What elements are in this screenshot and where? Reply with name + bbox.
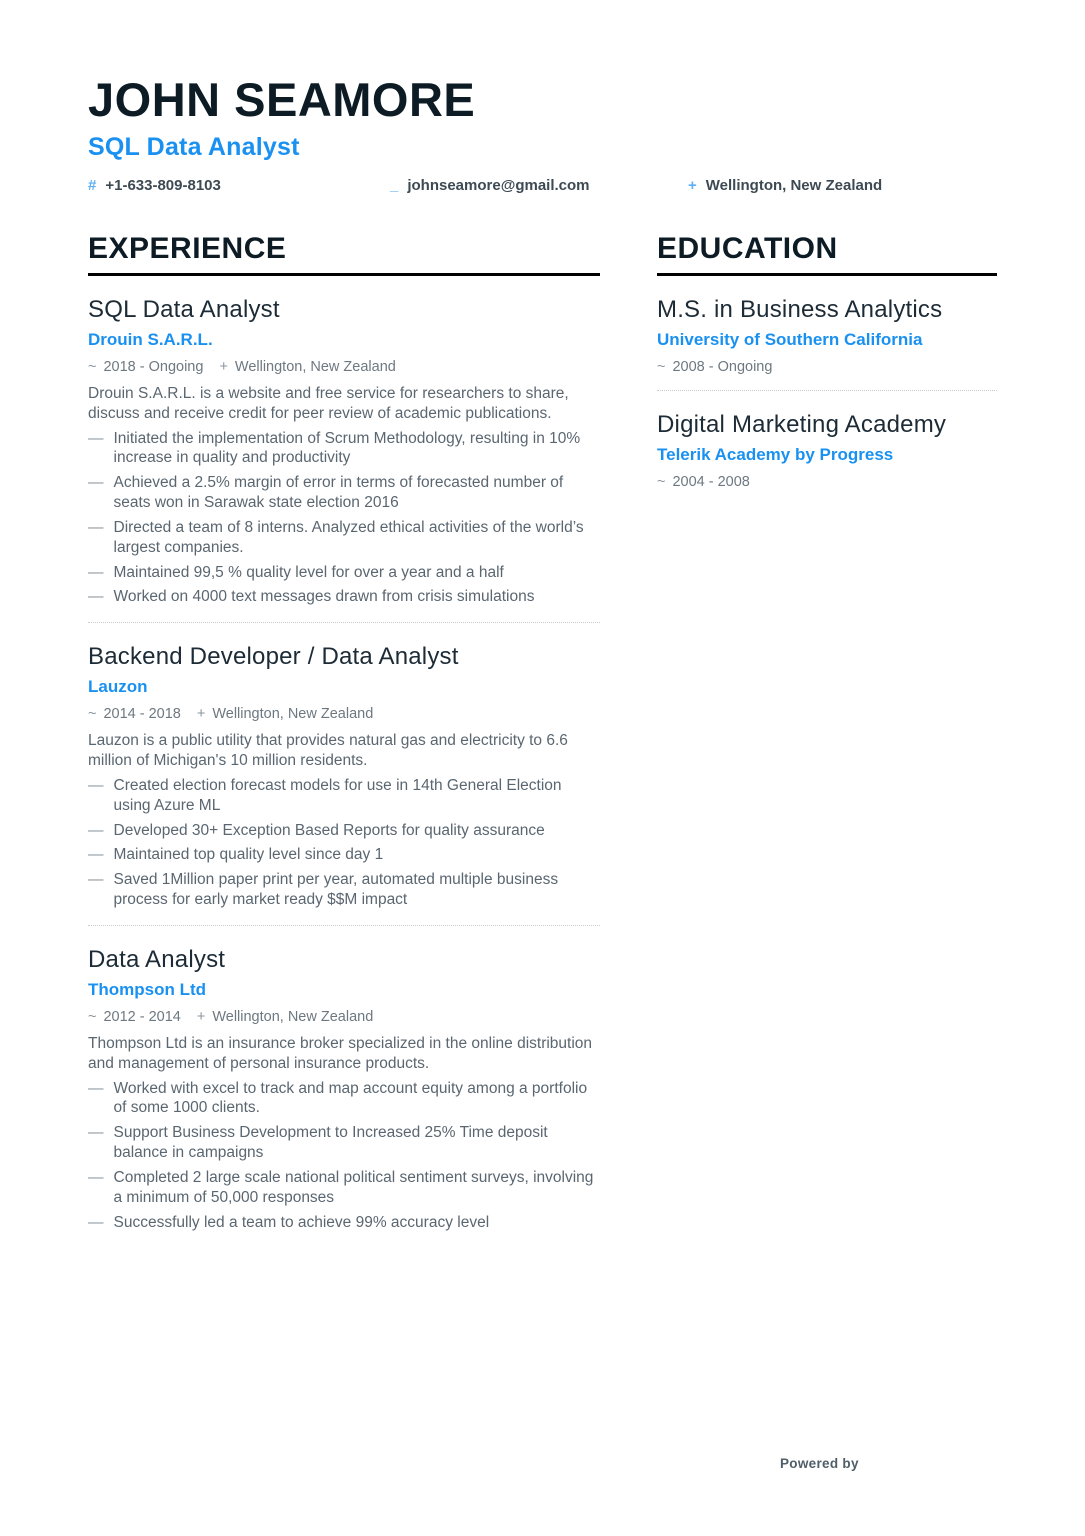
job-location: Wellington, New Zealand: [234, 359, 396, 375]
bullet-text: Created election forecast models for use in 14th General Election using Azure ML: [113, 776, 562, 814]
bullet-dash-icon: —: [88, 1079, 104, 1097]
bullet-item: [88, 518, 600, 558]
company-description: Drouin S.A.R.L. is a website and free service for researchers to share, discuss and receive credit for peer review of academic publications.: [88, 385, 569, 422]
bullet-dash-icon: —: [88, 1213, 104, 1231]
education-dates: 2004 - 2008: [672, 474, 750, 490]
degree-title: M.S. in Business Analytics: [657, 296, 943, 323]
phone-icon: #: [88, 177, 97, 194]
company-name: Lauzon: [88, 677, 148, 697]
company-description: Thompson Ltd is an insurance broker specialized in the online distribution and management of personal insurance products.: [88, 1034, 593, 1072]
education-meta: [657, 359, 997, 375]
bullet-item: [88, 473, 600, 513]
experience-entry: [88, 926, 600, 1232]
job-bullets: [88, 429, 600, 608]
location-pin-icon: +: [219, 359, 228, 375]
job-dates: 2012 - 2014: [103, 1008, 181, 1025]
bullet-dash-icon: —: [88, 846, 104, 864]
bullet-text: Saved 1Million paper print per year, automated multiple business process for early market ready $$M impact: [113, 871, 559, 909]
job-dates: 2018 - Ongoing: [103, 359, 204, 375]
bullet-dash-icon: —: [88, 821, 104, 839]
bullet-item: [88, 776, 600, 816]
email-icon: _: [390, 177, 399, 194]
company-description: Lauzon is a public utility that provides natural gas and electricity to 6.6 million of Michigan's 10 million residents.: [88, 732, 568, 770]
contact-location: [688, 177, 997, 194]
calendar-icon: ~: [657, 359, 666, 375]
bullet-item: [88, 870, 600, 910]
bullet-dash-icon: —: [88, 563, 104, 581]
bullet-text: Worked on 4000 text messages drawn from crisis simulations: [113, 588, 535, 606]
contact-phone: [88, 177, 390, 194]
job-location-wrap: [197, 1009, 373, 1025]
job-location: Wellington, New Zealand: [212, 1008, 374, 1025]
bullet-dash-icon: —: [88, 588, 104, 606]
contact-email: [390, 177, 688, 194]
bullet-item: [88, 1168, 600, 1208]
experience-entry: [88, 276, 600, 623]
job-location: Wellington, New Zealand: [212, 706, 374, 723]
education-heading: EDUCATION: [657, 232, 997, 276]
location-pin-icon: +: [196, 706, 206, 723]
location-text: Wellington, New Zealand: [705, 177, 883, 194]
bullet-dash-icon: —: [88, 474, 104, 492]
calendar-icon: ~: [88, 706, 97, 723]
company-name: Thompson Ltd: [88, 979, 207, 999]
school-name: University of Southern California: [657, 330, 923, 349]
person-name: JOHN SEAMORE: [88, 73, 476, 126]
phone-number: +1-633-809-8103: [105, 177, 221, 194]
education-meta: [657, 474, 997, 490]
job-location-wrap: [197, 706, 373, 722]
bullet-item: [88, 563, 600, 583]
bullet-item: [88, 429, 600, 469]
resume-columns: [88, 232, 997, 1232]
bullet-dash-icon: —: [88, 1168, 104, 1186]
calendar-icon: ~: [657, 474, 666, 490]
person-job-title: SQL Data Analyst: [88, 133, 300, 161]
location-pin-icon: +: [196, 1008, 206, 1025]
bullet-item: [88, 1123, 600, 1163]
bullet-dash-icon: —: [88, 429, 104, 447]
bullet-text: Achieved a 2.5% margin of error in terms of forecasted number of seats won in Sarawak state election 2016: [113, 474, 564, 512]
job-title: Backend Developer / Data Analyst: [88, 643, 459, 671]
job-dates: 2014 - 2018: [103, 706, 181, 723]
education-entry: [657, 391, 997, 490]
location-icon: +: [688, 177, 697, 194]
job-location-wrap: [219, 359, 395, 375]
contact-row: [88, 177, 997, 194]
bullet-text: Initiated the implementation of Scrum Methodology, resulting in 10% increase in quality and productivity: [113, 429, 581, 467]
company-name: Drouin S.A.R.L.: [88, 330, 213, 349]
email-address: johnseamore@gmail.com: [407, 177, 590, 194]
job-meta: [88, 1009, 600, 1025]
job-title: Data Analyst: [88, 945, 226, 973]
bullet-text: Successfully led a team to achieve 99% accuracy level: [113, 1213, 490, 1231]
bullet-dash-icon: —: [88, 518, 104, 536]
resume-header: [88, 73, 997, 194]
bullet-text: Maintained top quality level since day 1: [113, 846, 384, 864]
calendar-icon: ~: [88, 359, 97, 375]
experience-heading: EXPERIENCE: [88, 232, 600, 276]
job-meta: [88, 359, 600, 375]
experience-section: [88, 232, 600, 1232]
job-title: SQL Data Analyst: [88, 296, 280, 323]
job-bullets: [88, 776, 600, 910]
bullet-item: [88, 1079, 600, 1119]
bullet-dash-icon: —: [88, 871, 104, 889]
bullet-text: Completed 2 large scale national political sentiment surveys, involving a minimum of 50,000 responses: [113, 1168, 594, 1206]
bullet-dash-icon: —: [88, 776, 104, 794]
bullet-item: [88, 587, 600, 607]
school-name: Telerik Academy by Progress: [657, 445, 894, 464]
bullet-dash-icon: —: [88, 1124, 104, 1142]
education-dates: 2008 - Ongoing: [672, 359, 773, 375]
bullet-text: Worked with excel to track and map account equity among a portfolio of some 1000 clients.: [113, 1079, 588, 1117]
bullet-text: Support Business Development to Increased 25% Time deposit balance in campaigns: [113, 1124, 548, 1162]
degree-title: Digital Marketing Academy: [657, 411, 947, 438]
bullet-item: [88, 1213, 600, 1233]
bullet-item: [88, 845, 600, 865]
bullet-item: [88, 821, 600, 841]
calendar-icon: ~: [88, 1008, 97, 1025]
education-entry: [657, 276, 997, 391]
job-bullets: [88, 1079, 600, 1233]
education-section: [657, 232, 997, 1232]
powered-by-label: Powered by: [780, 1456, 859, 1471]
experience-entry: [88, 623, 600, 926]
bullet-text: Maintained 99,5 % quality level for over a year and a half: [113, 563, 504, 581]
job-meta: [88, 706, 600, 722]
bullet-text: Developed 30+ Exception Based Reports for quality assurance: [113, 821, 545, 839]
bullet-text: Directed a team of 8 interns. Analyzed ethical activities of the world’s largest companies.: [113, 518, 584, 556]
